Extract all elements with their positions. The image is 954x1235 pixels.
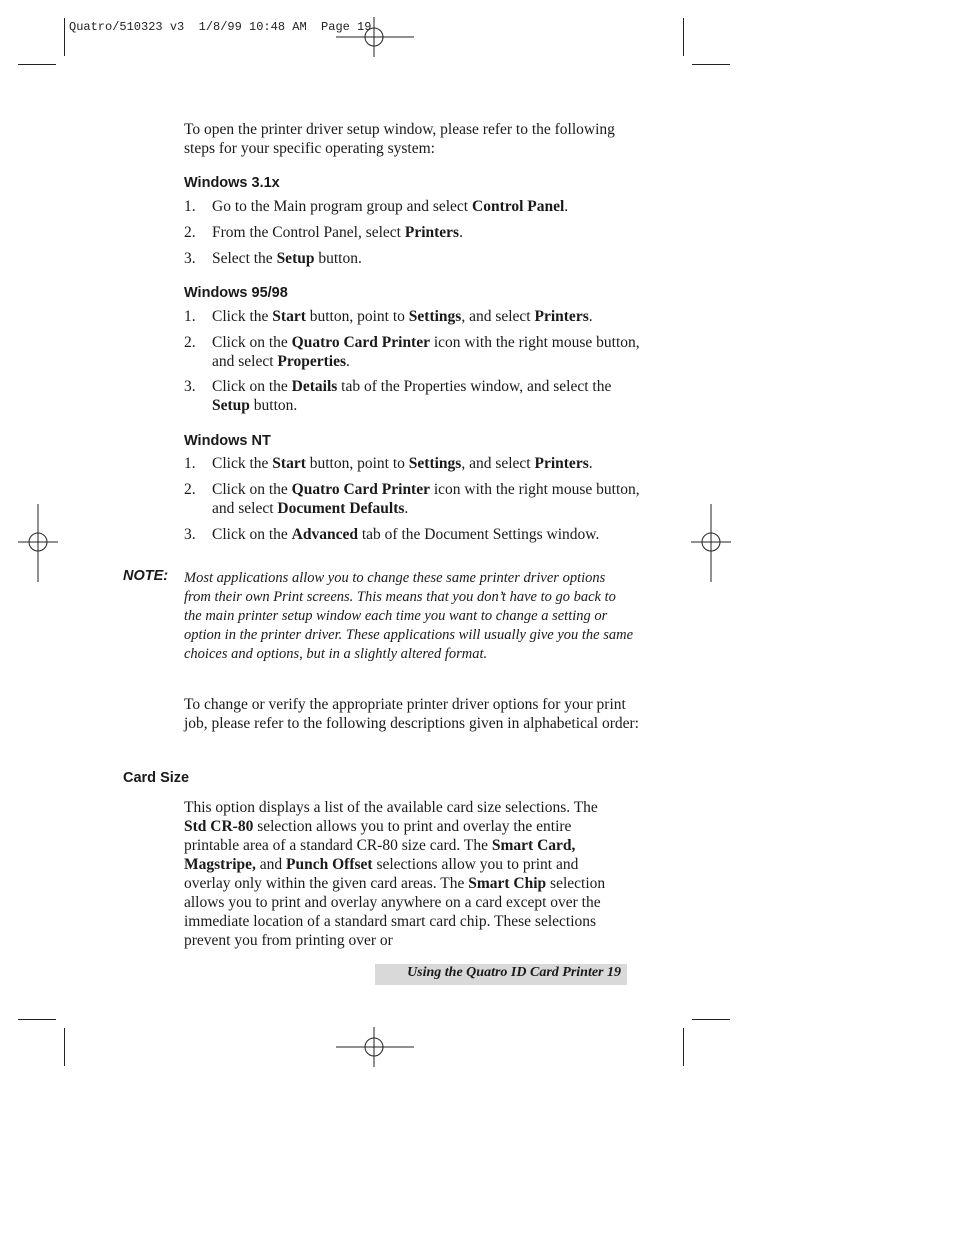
step-text: Click on the Quatro Card Printer icon with the right mouse button, and select Document Defaults.	[212, 481, 640, 517]
step-text: Click the Start button, point to Settings, and select Printers.	[212, 455, 593, 472]
step-number: 1.	[184, 198, 196, 215]
step-text: Select the Setup button.	[212, 250, 362, 267]
registration-mark-icon	[18, 504, 58, 582]
crop-mark	[18, 1019, 56, 1020]
outro-paragraph: To change or verify the appropriate printer driver options for your print job, please refer to the following descriptions given in alphabetical order:	[184, 696, 639, 732]
section-heading-win95: Windows 95/98	[184, 285, 288, 301]
step-text: Click the Start button, point to Settings, and select Printers.	[212, 308, 593, 325]
step-text: Click on the Quatro Card Printer icon with the right mouse button, and select Properties.	[212, 334, 640, 370]
crop-mark	[64, 1028, 65, 1066]
note-text: Most applications allow you to change these same printer driver options from their own Print screens. This means that you don’t have to go back to the main printer setup window each time you want to change a setting or option in the printer driver. These applications will usually give you the same choices and options, but in a slightly altered format.	[184, 570, 634, 662]
registration-mark-icon	[691, 504, 731, 582]
print-slug: Quatro/510323 v3 1/8/99 10:48 AM Page 19	[69, 20, 372, 34]
card-size-heading: Card Size	[123, 770, 190, 786]
note-label: NOTE:	[123, 568, 169, 584]
registration-mark-icon	[336, 1027, 414, 1067]
card-size-paragraph: This option displays a list of the available card size selections. The Std CR-80 selection allows you to print and overlay the entire printable area of a standard CR-80 size card. The Smart Card, Magstripe, and Punch Offset selections allow you to print and overlay only within the given card areas. The Smart Chip selection allows you to print and overlay anywhere on a card except over the immediate location of a standard smart card chip. These selections prevent you from printing over or	[184, 799, 606, 949]
crop-mark	[683, 18, 684, 56]
crop-mark	[683, 1028, 684, 1066]
crop-mark	[692, 64, 730, 65]
step-number: 1.	[184, 455, 196, 472]
registration-mark-icon	[336, 17, 414, 57]
step-number: 2.	[184, 224, 196, 241]
crop-mark	[64, 18, 65, 56]
crop-mark	[18, 64, 56, 65]
step-number: 3.	[184, 250, 196, 267]
step-number: 3.	[184, 378, 196, 395]
section-heading-win31: Windows 3.1x	[184, 175, 280, 191]
crop-mark	[692, 1019, 730, 1020]
step-text: Click on the Details tab of the Properties window, and select the Setup button.	[212, 378, 612, 414]
step-number: 2.	[184, 334, 196, 351]
section-heading-winnt: Windows NT	[184, 433, 271, 449]
step-number: 3.	[184, 526, 196, 543]
page-footer	[375, 964, 627, 985]
step-number: 2.	[184, 481, 196, 498]
step-text: From the Control Panel, select Printers.	[212, 224, 463, 241]
step-number: 1.	[184, 308, 196, 325]
intro-paragraph: To open the printer driver setup window, please refer to the following steps for your specific operating system:	[184, 121, 615, 157]
footer-text: Using the Quatro ID Card Printer 19	[407, 965, 621, 980]
step-text: Go to the Main program group and select Control Panel.	[212, 198, 569, 215]
step-text: Click on the Advanced tab of the Document Settings window.	[212, 526, 600, 543]
